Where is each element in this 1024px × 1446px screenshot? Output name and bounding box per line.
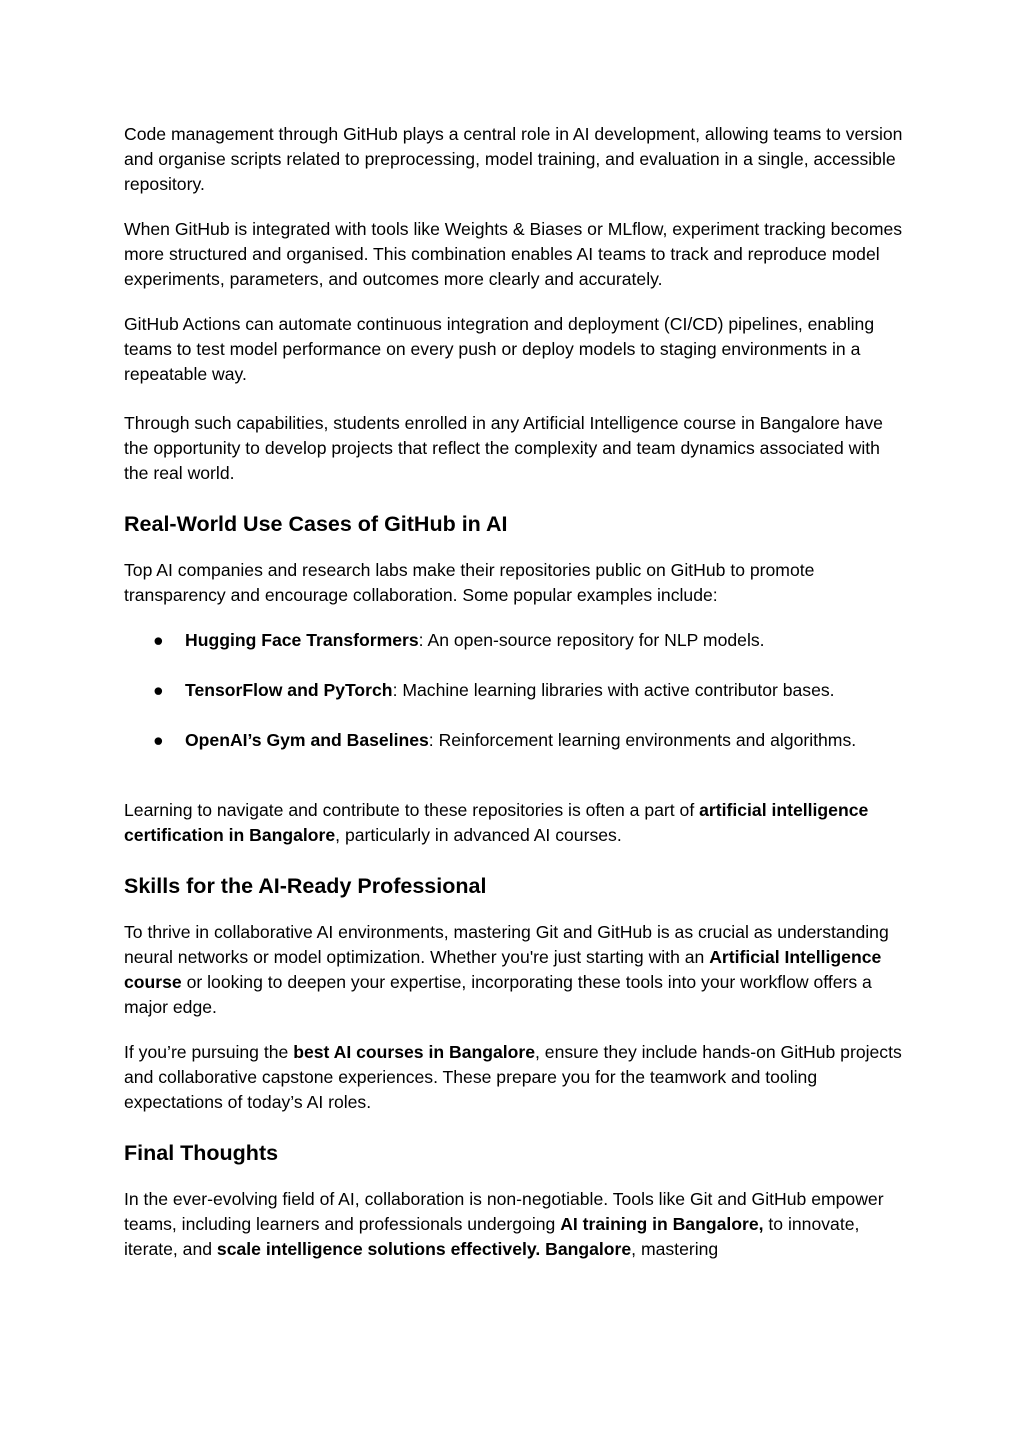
text-run: In the ever-evolving field of AI, collaboration is non-negotiable. Tools like Git and GitHub empower teams, including learners and professionals undergoing — [124, 1189, 884, 1234]
heading-skills: Skills for the AI-Ready Professional — [124, 874, 487, 898]
list-item-text: : An open-source repository for NLP models. — [418, 630, 765, 650]
bold-text-run: AI training in Bangalore, — [560, 1214, 764, 1234]
paragraph-code-management: Code management through GitHub plays a central role in AI development, allowing teams to version and organise scripts related to preprocessing, model training, and evaluation in a single, accessible repository. — [124, 124, 903, 194]
list-item-title: TensorFlow and PyTorch — [185, 680, 393, 700]
text-run: If you’re pursuing the — [124, 1042, 294, 1062]
paragraph-thrive — [124, 920, 904, 1020]
text-run: Learning to navigate and contribute to these repositories is often a part of — [124, 800, 700, 820]
bold-text-run: Artificial Intelligence course — [124, 947, 882, 992]
paragraph-learning-to-navigate — [124, 798, 904, 848]
list-item — [124, 628, 904, 653]
paragraph-experiment-tracking: When GitHub is integrated with tools like Weights & Biases or MLflow, experiment tracking becomes more structured and organised. This combination enables AI teams to track and reproduce model experiments, parameters, and outcomes more clearly and accurately. — [124, 219, 903, 289]
list-item — [124, 728, 904, 753]
heading-use-cases: Real-World Use Cases of GitHub in AI — [124, 512, 508, 536]
bold-text-run: best AI courses in Bangalore — [293, 1042, 536, 1062]
bullet-icon: ● — [153, 680, 164, 700]
list-item-text: : Machine learning libraries with active contributor bases. — [392, 680, 835, 700]
bold-text-run: scale intelligence solutions effectively. Bangalore — [216, 1239, 632, 1259]
bold-text-run: artificial intelligence certification in Bangalore — [124, 800, 869, 845]
document-body — [124, 122, 904, 1262]
paragraph-capabilities: Through such capabilities, students enrolled in any Artificial Intelligence course in Bangalore have the opportunity to develop projects that reflect the complexity and team dynamics associated with the real world. — [124, 413, 883, 483]
text-run: , particularly in advanced AI courses. — [335, 825, 622, 845]
paragraph-github-actions: GitHub Actions can automate continuous integration and deployment (CI/CD) pipelines, enabling teams to test model performance on every push or deploy models to staging environments in a repeatable way. — [124, 314, 875, 384]
heading-final-thoughts: Final Thoughts — [124, 1141, 279, 1165]
text-run: To thrive in collaborative AI environments, mastering Git and GitHub is as crucial as understanding neural networks or model optimization. Whether you're just starting with an — [124, 922, 889, 967]
list-item-text: : Reinforcement learning environments and algorithms. — [428, 730, 857, 750]
text-run: to innovate, iterate, and — [124, 1214, 860, 1259]
paragraph-ever-evolving — [124, 1187, 904, 1262]
list-item-title: OpenAI’s Gym and Baselines — [185, 730, 429, 750]
examples-list — [124, 628, 904, 753]
text-run: or looking to deepen your expertise, incorporating these tools into your workflow offers a major edge. — [124, 972, 872, 1017]
text-run: , ensure they include hands-on GitHub projects and collaborative capstone experiences. These prepare you for the teamwork and tooling expectations of today’s AI roles. — [124, 1042, 902, 1112]
text-run: , mastering — [631, 1239, 719, 1259]
paragraph-top-companies: Top AI companies and research labs make their repositories public on GitHub to promote transparency and encourage collaboration. Some popular examples include: — [124, 560, 815, 605]
list-item-title: Hugging Face Transformers — [185, 630, 419, 650]
list-item — [124, 678, 904, 703]
bullet-icon: ● — [153, 730, 164, 750]
paragraph-pursuing — [124, 1040, 904, 1115]
bullet-icon: ● — [153, 630, 164, 650]
